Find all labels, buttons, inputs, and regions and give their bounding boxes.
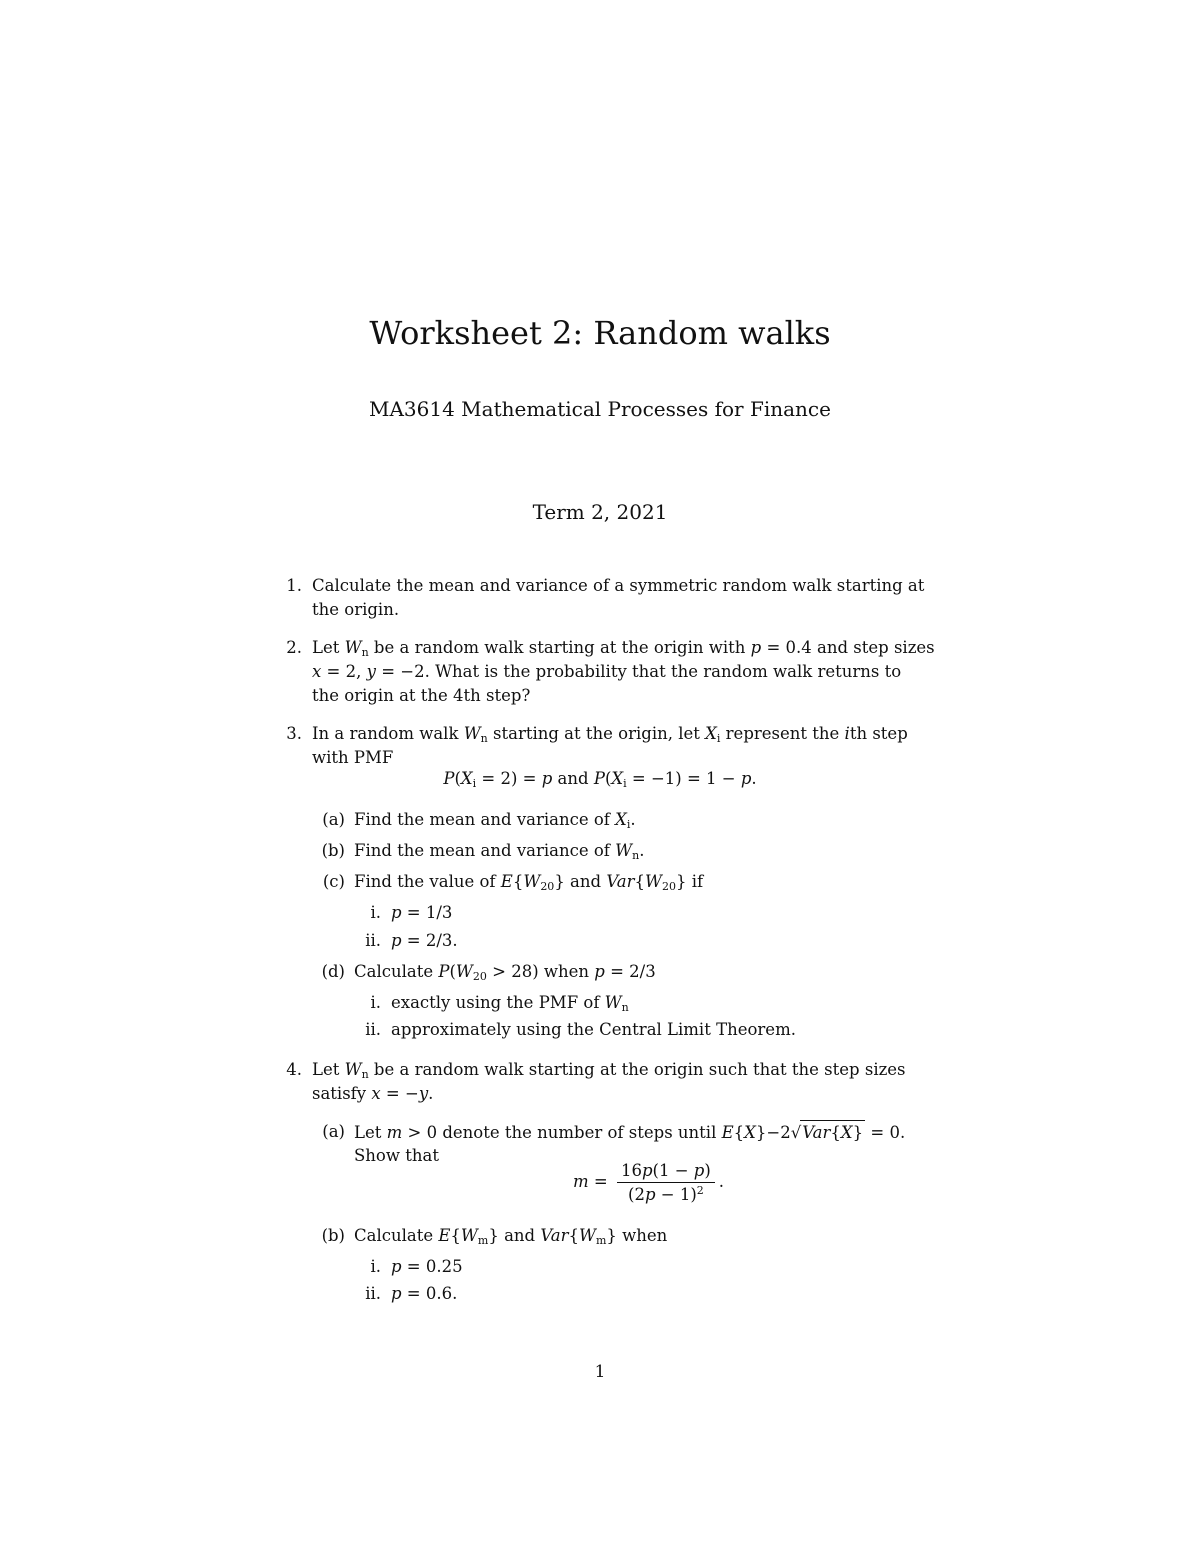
question-1-number: 1.: [286, 576, 302, 595]
question-3c-i-text: p = 1/3: [391, 903, 453, 922]
question-3-text-line-1: In a random walk $W_n$ starting at the origin, let $X_i$ represent the ith step: [312, 724, 908, 745]
question-4a-text-line-2: Show that: [354, 1146, 439, 1165]
question-3c-ii-text: p = 2/3.: [391, 931, 458, 950]
question-4b-i-label: i.: [370, 1257, 381, 1276]
question-3d-ii-label: ii.: [365, 1020, 381, 1039]
question-1-text-line-1: Calculate the mean and variance of a symmetric random walk starting at: [312, 576, 925, 595]
page-number: 1: [594, 1362, 606, 1382]
question-3c-text: Find the value of $E\{W_{20}\}$ and $Var\{W_{20}\}$ if: [354, 872, 704, 893]
question-3d-i-label: i.: [370, 993, 381, 1012]
question-3b-label: (b): [321, 841, 345, 860]
question-3c-label: (c): [322, 872, 345, 891]
question-4a-label: (a): [322, 1122, 345, 1141]
question-4b-ii-label: ii.: [365, 1284, 381, 1303]
question-3b-text: Find the mean and variance of $W_n$.: [354, 841, 645, 862]
question-3a-label: (a): [322, 810, 345, 829]
question-4a-text-line-1: Let m > 0 denote the number of steps until E{X}−2√Var{X} = 0.: [354, 1120, 905, 1145]
question-1-text-line-2: the origin.: [312, 600, 400, 619]
question-4b-i-text: p = 0.25: [391, 1257, 463, 1276]
question-4-text-line-1: Let $W_n$ be a random walk starting at the origin such that the step sizes: [312, 1060, 906, 1081]
page-title: Worksheet 2: Random walks: [369, 314, 831, 352]
question-3-number: 3.: [286, 724, 302, 743]
term-date: Term 2, 2021: [532, 500, 668, 524]
question-4b-ii-text: p = 0.6.: [391, 1284, 458, 1303]
question-4a-formula: m = $\frac{16p(1 - p)}{(2p - 1)^2}$ .: [573, 1161, 725, 1204]
question-3c-ii-label: ii.: [365, 931, 381, 950]
question-3-pmf-equation: $P(X_i = 2) = p$ and $P(X_i = -1) = 1 - p$.: [443, 769, 757, 790]
question-3a-text: Find the mean and variance of $X_i$.: [354, 810, 636, 831]
question-4-text-line-2: satisfy x = −y.: [312, 1084, 434, 1103]
question-4-number: 4.: [286, 1060, 302, 1079]
question-3d-label: (d): [321, 962, 345, 981]
question-3d-ii-text: approximately using the Central Limit Theorem.: [391, 1020, 796, 1039]
course-name: MA3614 Mathematical Processes for Finance: [369, 397, 831, 421]
question-2-text-line-3: the origin at the 4th step?: [312, 686, 531, 705]
question-4b-label: (b): [321, 1226, 345, 1245]
question-2-text-line-2: x = 2, y = −2. What is the probability that the random walk returns to: [312, 662, 902, 681]
question-3d-text: Calculate $P(W_{20} > 28)$ when p = 2/3: [354, 962, 656, 983]
question-3c-i-label: i.: [370, 903, 381, 922]
question-4b-text: Calculate $E\{W_m\}$ and $Var\{W_m\}$ when: [354, 1226, 668, 1247]
question-2-number: 2.: [286, 638, 302, 657]
question-3d-i-text: exactly using the PMF of $W_n$: [391, 993, 629, 1014]
question-2-text-line-1: Let $W_n$ be a random walk starting at the origin with p = 0.4 and step sizes: [312, 638, 935, 659]
question-3-text-line-2: with PMF: [312, 748, 394, 767]
